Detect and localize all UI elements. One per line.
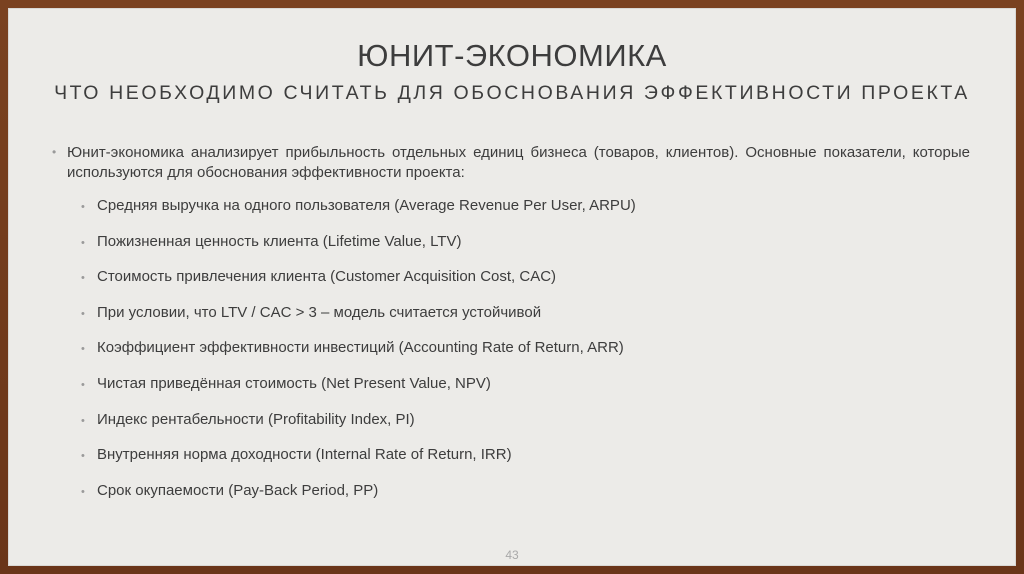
slide [8,8,1016,566]
list-item [81,196,636,232]
list-item-text: Индекс рентабельности (Profitability Index, PI) [97,410,415,428]
bullet-dot-icon: • [81,450,85,463]
list-item-text: Стоимость привлечения клиента (Customer Acquisition Cost, CAC) [97,268,557,286]
bullet-dot-icon: • [81,307,85,320]
bullet-dot-icon: • [81,343,85,356]
list-item-text: Чистая приведённая стоимость (Net Present Value, NPV) [97,374,491,392]
list-item-text: Коэффициент эффективности инвестиций (Accounting Rate of Return, ARR) [97,339,624,357]
slide-subtitle: ЧТО НЕОБХОДИМО СЧИТАТЬ ДЛЯ ОБОСНОВАНИЯ ЭФФЕКТИВНОСТИ ПРОЕКТА [54,82,970,104]
list-item [81,445,636,481]
list-item-text: Пожизненная ценность клиента (Lifetime Value, LTV) [97,232,462,250]
list-item-text: Внутренняя норма доходности (Internal Rate of Return, IRR) [97,446,512,464]
intro-paragraph: Юнит-экономика анализирует прибыльность отдельных единиц бизнеса (товаров, клиентов). Основные показатели, которые используются для обоснования эффективности проекта: [67,144,970,181]
indicator-list [81,196,636,516]
bullet-dot-icon: • [81,272,85,285]
list-item [81,410,636,446]
list-item-text: Срок окупаемости (Pay-Back Period, PP) [97,481,379,499]
page-number: 43 [505,548,519,562]
bullet-dot-icon: • [81,236,85,249]
bullet-dot-icon: • [81,378,85,391]
list-item [81,303,636,339]
bullet-dot-icon: • [81,414,85,427]
list-item [81,338,636,374]
bullet-dot-icon: • [52,145,57,159]
list-item [81,374,636,410]
bullet-dot-icon: • [81,201,85,213]
list-item [81,481,636,517]
list-item [81,232,636,268]
list-item-text: При условии, что LTV / CAC > 3 – модель считается устойчивой [97,303,542,321]
slide-title: ЮНИТ-ЭКОНОМИКА [357,38,667,73]
bullet-dot-icon: • [81,485,85,498]
list-item-text: Средняя выручка на одного пользователя (Average Revenue Per User, ARPU) [97,197,636,214]
list-item [81,267,636,303]
